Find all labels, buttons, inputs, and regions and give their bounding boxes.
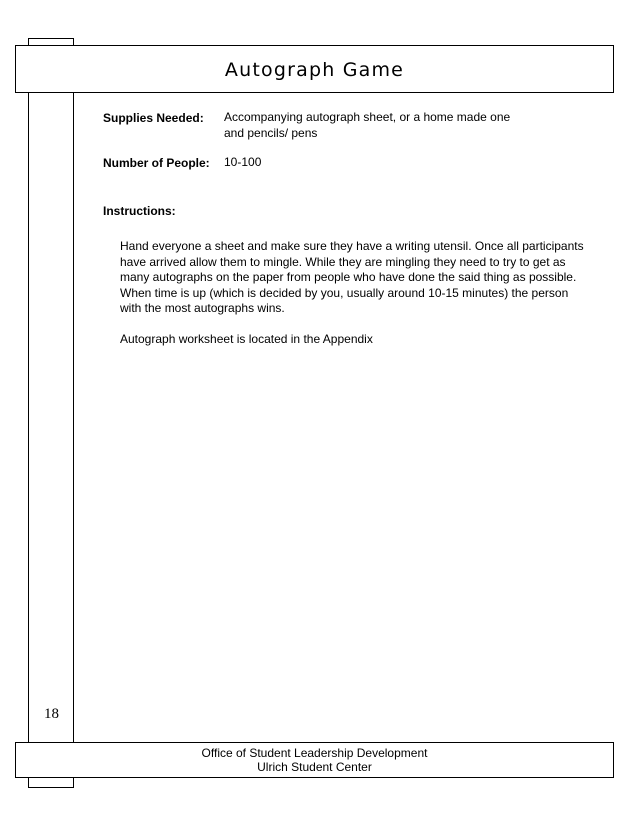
page-title: Autograph Game	[224, 59, 405, 81]
instructions-body	[120, 239, 590, 363]
appendix-note: Autograph worksheet is located in the Appendix	[120, 331, 373, 346]
supplies-label: Supplies Needed:	[103, 111, 204, 125]
left-margin-band	[28, 38, 74, 788]
supplies-value-line1: Accompanying autograph sheet, or a home made one	[224, 110, 511, 124]
people-label: Number of People:	[103, 156, 210, 170]
instructions-label: Instructions:	[103, 204, 176, 218]
instructions-paragraph: Hand everyone a sheet and make sure they have a writing utensil. Once all participants have arrived allow them to mingle. While they are mingling they need to try to get as many autographs on the paper from people who have done the said thing as possible. When time is up (which is decided by you, usually around 10-15 minutes) the person with the most autographs wins.	[120, 239, 584, 316]
footer-box	[15, 742, 614, 778]
footer-office: Office of Student Leadership Development	[201, 746, 428, 760]
page-number: 18	[44, 706, 59, 722]
footer-center: Ulrich Student Center	[257, 760, 372, 774]
people-value: 10-100	[224, 155, 262, 169]
supplies-value-line2: and pencils/ pens	[224, 126, 318, 140]
title-box	[15, 45, 614, 93]
